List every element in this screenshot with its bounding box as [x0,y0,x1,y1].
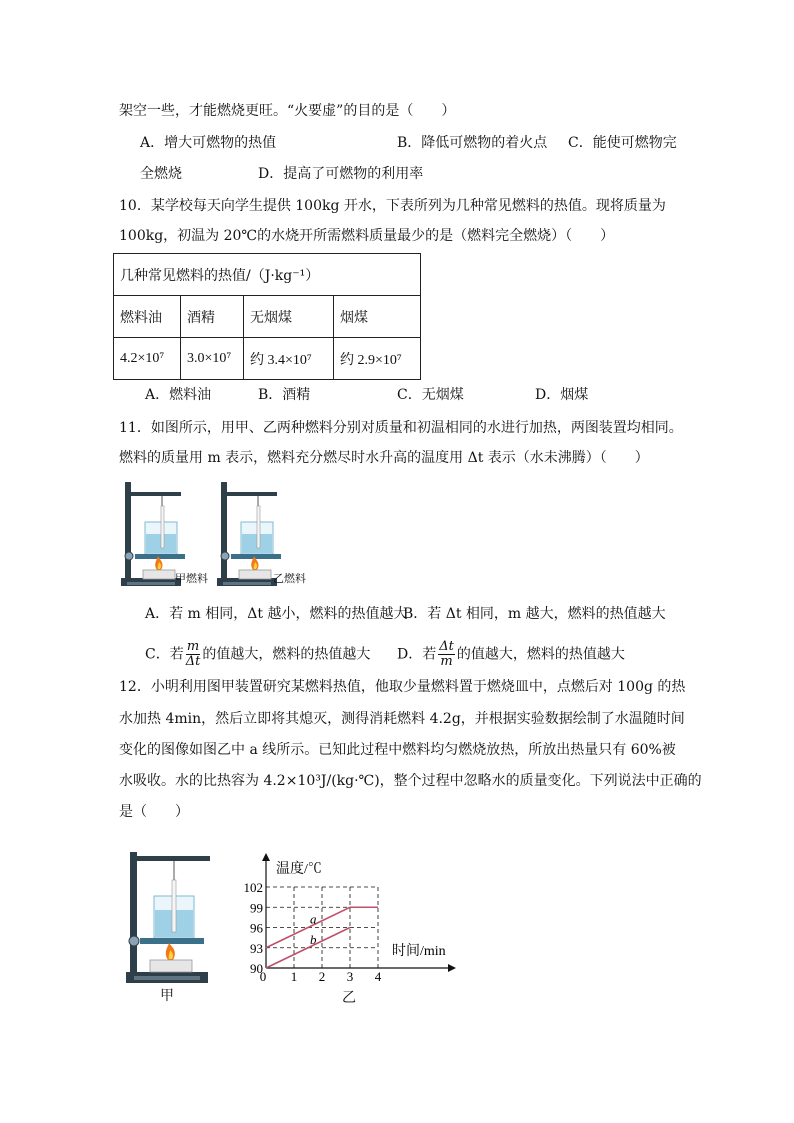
q9-option-d[interactable]: D．提高了可燃物的利用率 [258,166,424,182]
q10-stem-1: 10．某学校每天向学生提供 100kg 开水，下表所列为几种常见燃料的热值。现将质量为 [119,198,666,214]
q11-option-a[interactable]: A．若 m 相同，Δt 越小，燃料的热值越大 [145,606,408,622]
stand-rod [221,482,227,580]
q10-option-a[interactable]: A．燃料油 [145,387,212,403]
fraction-denominator: m [440,654,453,669]
option-d-suffix: 的值越大，燃料的热值越大 [456,646,625,663]
fraction-numerator: m [186,639,200,654]
apparatus-q12-figure [122,848,217,988]
fraction-dt-over-m [438,640,455,669]
y-tick-label: 99 [250,900,263,916]
thermometer [161,506,164,548]
stand-arm [221,492,277,496]
ring-support [135,554,185,559]
series-label-b: b [310,931,317,947]
label-yi: 乙 [342,990,356,1006]
q12-stem-4: 水吸收。水的比热容为 4.2×10³J/(kg·℃)，整个过程中忽略水的质量变化。下列说法中正确的 [119,773,702,789]
q9-stem: 架空一些，才能燃烧更旺。“火要虚”的目的是（ ） [119,103,456,119]
q12-stem-1: 12．小明利用图甲装置研究某燃料热值，他取少量燃料置于燃烧皿中，点燃后对 100g 的热 [119,679,686,695]
x-tick-label: 3 [346,969,354,984]
q11-option-b[interactable]: B．若 Δt 相同，m 越大，燃料的热值越大 [403,606,666,622]
stand-arm [125,492,181,496]
table-row [114,338,421,380]
table-cell: 3.0×10⁷ [181,338,244,380]
table-header: 燃料油 [114,296,181,338]
q11-stem-1: 11．如图所示，用甲、乙两种燃料分别对质量和初温相同的水进行加热，两图装置均相同。 [119,420,683,436]
q10-option-c[interactable]: C．无烟煤 [397,387,464,403]
stand-rod [130,852,137,974]
table-cell: 4.2×10⁷ [114,338,181,380]
q11-option-c[interactable] [145,640,370,669]
q9-option-a[interactable]: A．增大可燃物的热值 [140,135,277,151]
y-axis-arrow-icon [262,853,270,861]
thermometer [257,506,260,548]
stand-arm [130,856,210,861]
q9-option-c-cont: 全燃烧 [140,166,182,182]
q10-stem-2: 100kg，初温为 20℃的水烧开所需燃料质量最少的是（燃料完全燃烧）（ ） [119,228,615,244]
table-cell: 约 2.9×10⁷ [334,338,421,380]
ring-support [140,938,204,944]
q10-option-b[interactable]: B．酒精 [258,387,311,403]
table-title: 几种常见燃料的热值/（J·kg⁻¹） [114,254,421,296]
table-header-row [114,296,421,338]
x-tick-label: 0 [259,969,267,984]
y-tick-label: 90 [250,961,263,976]
q12-stem-2: 水加热 4min，然后立即将其熄灭，测得消耗燃料 4.2g，并根据实验数据绘制了水温随时间 [119,711,685,727]
option-c-prefix: C．若 [145,646,184,663]
stand-base [126,972,208,983]
stand-rod [125,482,131,580]
table-header: 无烟煤 [244,296,334,338]
ring-support [231,554,281,559]
y-tick-label: 93 [250,940,263,956]
table-header: 烟煤 [334,296,421,338]
series-label-a: a [310,911,317,927]
x-tick-label: 1 [290,969,298,984]
q11-option-d[interactable] [397,640,625,669]
fraction-m-over-dt [186,640,201,669]
q12-stem-3: 变化的图像如图乙中 a 线所示。已知此过程中燃料均匀燃烧放热，所放出热量只有 60%被 [119,742,676,758]
fraction-numerator: Δt [439,639,454,654]
x-axis-arrow-icon [448,964,456,972]
y-tick-label: 102 [243,880,263,895]
heat-value-table [113,253,421,380]
y-tick-label: 96 [250,920,263,936]
q9-option-c[interactable]: C．能使可燃物完 [568,135,677,151]
q12-stem-5: 是（ ） [119,804,189,820]
table-cell: 约 3.4×10⁷ [244,338,334,380]
fuel-dish [150,960,192,972]
option-d-prefix: D．若 [397,646,437,663]
q10-option-d[interactable]: D．烟煤 [535,387,589,403]
temperature-time-chart [236,853,466,985]
table-header: 酒精 [181,296,244,338]
label-jia-fuel: 甲燃料 [175,572,208,585]
fraction-denominator: Δt [185,654,201,669]
x-axis-label: 时间/min [392,944,446,959]
label-jia: 甲 [160,988,174,1004]
x-tick-label: 4 [374,969,382,984]
fuel-dish [239,570,271,579]
fuel-dish [143,570,175,579]
q11-stem-2: 燃料的质量用 m 表示，燃料充分燃尽时水升高的温度用 Δt 表示（水未沸腾）（ ） [119,450,649,466]
q9-option-b[interactable]: B．降低可燃物的着火点 [397,135,548,151]
label-yi-fuel: 乙燃料 [273,572,306,585]
option-c-suffix: 的值越大，燃料的热值越大 [202,646,371,663]
x-tick-label: 2 [318,969,326,984]
thermometer [172,880,176,932]
y-axis-label: 温度/℃ [276,862,322,877]
